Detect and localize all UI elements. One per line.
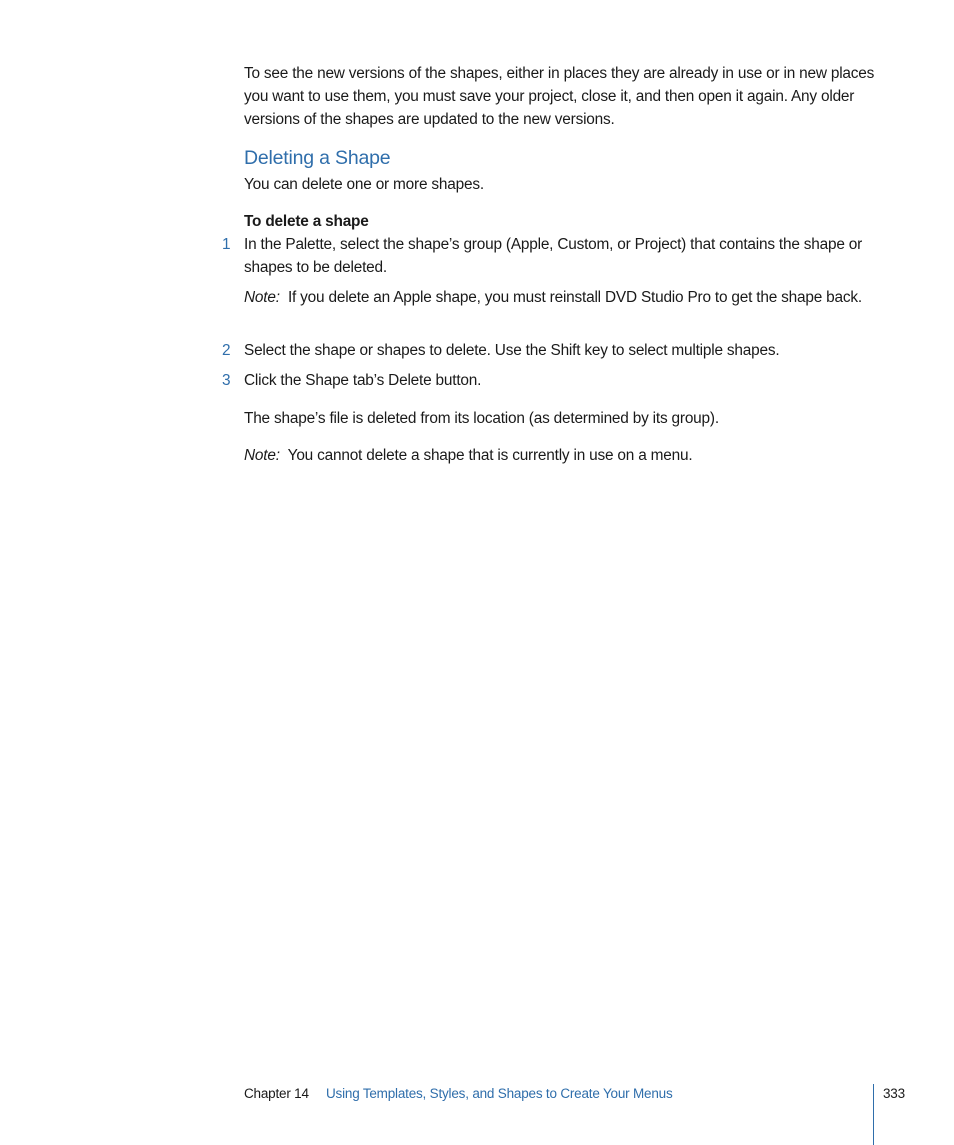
- footer-divider: [873, 1084, 874, 1145]
- step-text: Click the Shape tab’s Delete button.: [244, 372, 482, 389]
- section-lead: You can delete one or more shapes.: [244, 176, 484, 193]
- page-number: 333: [883, 1086, 905, 1101]
- result-text: The shape’s file is deleted from its location (as determined by its group).: [244, 410, 719, 427]
- step-number: 1: [222, 236, 231, 253]
- footer-chapter: Chapter 14: [244, 1086, 309, 1101]
- step-3: [222, 369, 884, 392]
- step-1: [222, 233, 879, 279]
- step-number: 2: [222, 342, 231, 359]
- note-1: [244, 286, 874, 309]
- step-2: [222, 339, 884, 362]
- step-number: 3: [222, 372, 231, 389]
- note-2: [244, 444, 884, 467]
- footer-chapter-title: Using Templates, Styles, and Shapes to Create Your Menus: [326, 1086, 673, 1101]
- note-label: Note:: [244, 289, 280, 306]
- note-label: Note:: [244, 447, 280, 464]
- step-text: Select the shape or shapes to delete. Use the Shift key to select multiple shapes.: [244, 342, 780, 359]
- note-text: If you delete an Apple shape, you must reinstall DVD Studio Pro to get the shape back.: [287, 289, 862, 306]
- note-text: You cannot delete a shape that is currently in use on a menu.: [287, 447, 693, 464]
- task-title: To delete a shape: [244, 213, 369, 230]
- section-heading: Deleting a Shape: [244, 147, 391, 169]
- intro-paragraph: To see the new versions of the shapes, either in places they are already in use or in new places you want to use them, you must save your project, close it, and then open it again. Any older versions of the shapes are updated to the new versions.: [244, 65, 875, 128]
- step-text: In the Palette, select the shape’s group (Apple, Custom, or Project) that contains the shape or shapes to be deleted.: [244, 236, 863, 276]
